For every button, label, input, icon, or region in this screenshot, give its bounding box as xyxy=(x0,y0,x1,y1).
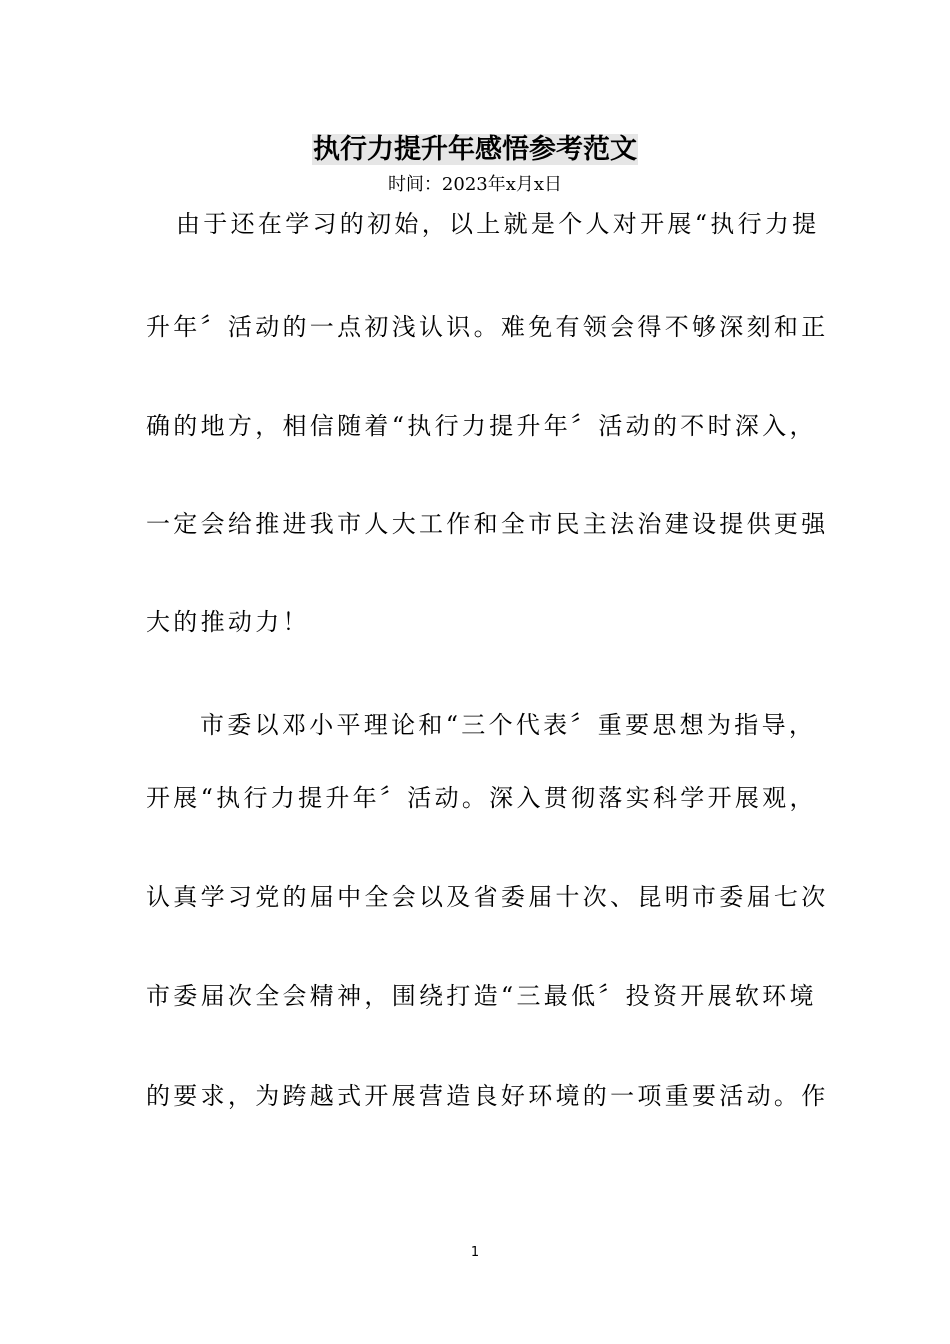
paragraph-line: 认真学习党的届中全会以及省委届十次、昆明市委届七次 xyxy=(146,883,829,911)
document-date: 时间：2023年x月x日 xyxy=(387,174,563,195)
document-title-text: 执行力提升年感悟参考范文 xyxy=(313,134,637,165)
document-title xyxy=(0,132,950,168)
paragraph-line: 升年〞活动的一点初浅认识。难免有领会得不够深刻和正 xyxy=(146,313,829,341)
paragraph-line: 的要求，为跨越式开展营造良好环境的一项重要活动。作 xyxy=(146,1082,829,1110)
page-number: 1 xyxy=(470,1245,480,1260)
paragraph-line: 大的推动力！ xyxy=(146,608,310,636)
paragraph-line: 确的地方，相信随着“执行力提升年〞活动的不时深入， xyxy=(146,412,817,440)
paragraph-line: 市委届次全会精神，围绕打造“三最低〞投资开展软环境 xyxy=(146,982,817,1010)
paragraph-line: 由于还在学习的初始，以上就是个人对开展“执行力提 xyxy=(176,210,820,238)
paragraph-line: 开展“执行力提升年〞活动。深入贯彻落实科学开展观， xyxy=(146,784,817,812)
paragraph-line: 市委以邓小平理论和“三个代表〞重要思想为指导， xyxy=(200,711,817,739)
paragraph-line: 一定会给推进我市人大工作和全市民主法治建设提供更强 xyxy=(146,510,829,538)
